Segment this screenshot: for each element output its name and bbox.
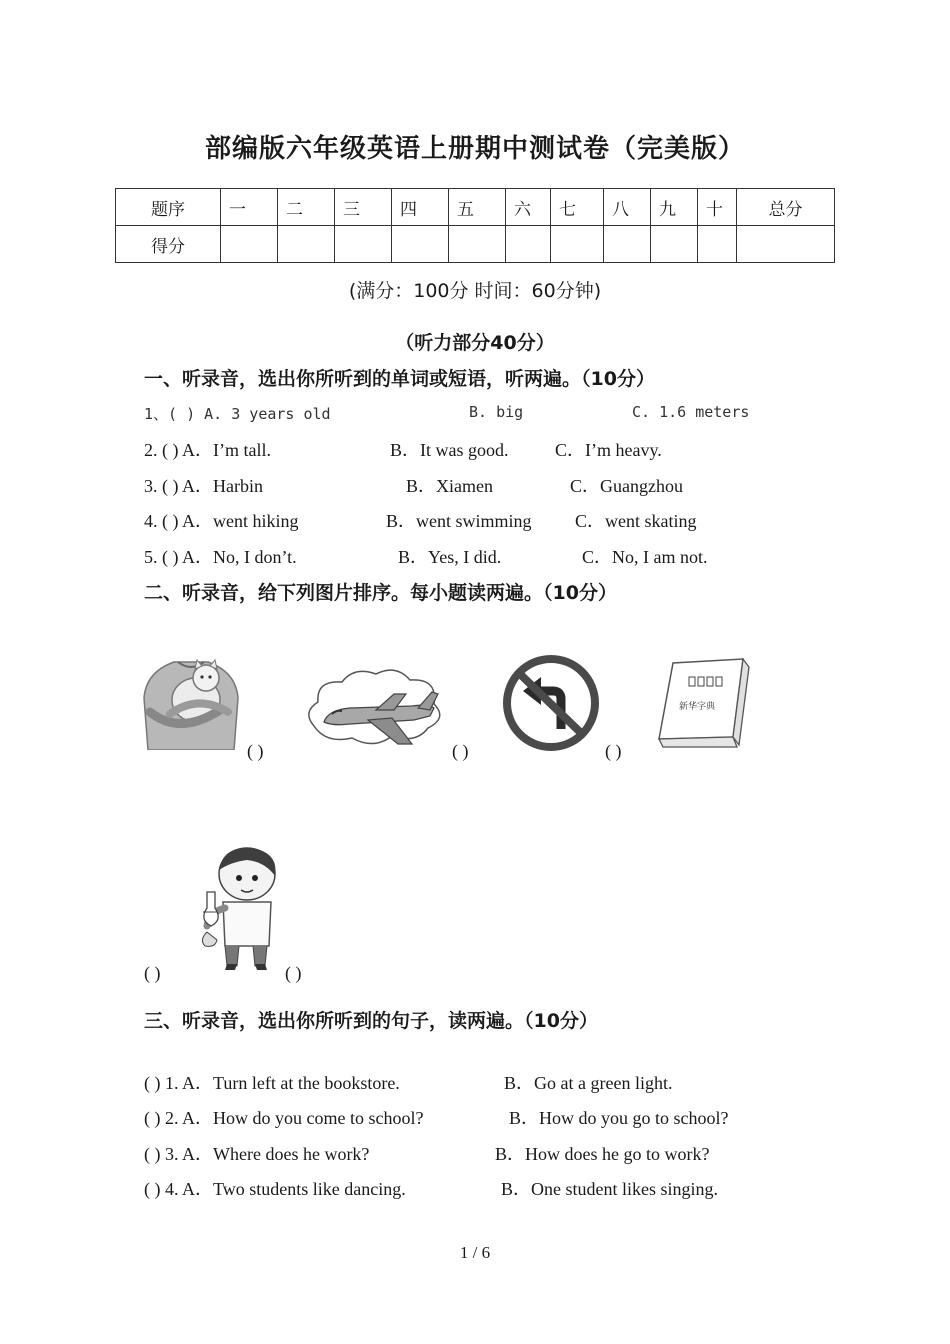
s1-q1-option-c: C. 1.6 meters [632, 403, 750, 421]
section3-heading: 三、听录音，选出你所听到的句子，读两遍。（10分） [144, 1010, 598, 1032]
section1-heading: 一、听录音，选出你所听到的单词或短语，听两遍。（10分） [144, 368, 655, 390]
score-row-label: 得分 [116, 226, 221, 263]
score-cell[interactable] [651, 226, 698, 263]
score-cell[interactable] [698, 226, 737, 263]
score-header-cell: 总分 [737, 189, 835, 226]
s1-q5-option-c: C．No, I am not. [582, 547, 708, 567]
score-header-cell: 十 [698, 189, 737, 226]
s3-q1-option-b: B．Go at a green light. [504, 1073, 673, 1093]
exam-meta: (满分：100分 时间：60分钟) [348, 280, 602, 302]
s1-q1-option-a: 1、( ) A. 3 years old [144, 405, 331, 423]
s1-q2-option-b: B．It was good. [390, 440, 509, 460]
page-number: 1 / 6 [459, 1243, 491, 1262]
s3-q3-option-a: ( ) 3. A．Where does he work? [144, 1144, 370, 1164]
answer-blank-4[interactable]: ( ) [144, 963, 161, 983]
score-cell[interactable] [278, 226, 335, 263]
s1-q4-option-c: C．went skating [575, 511, 697, 531]
s1-q1-option-b: B. big [469, 403, 524, 421]
s1-q4-option-b: B．went swimming [386, 511, 532, 531]
s1-q2-option-a: 2. ( ) A．I’m tall. [144, 440, 271, 460]
page-title: 部编版六年级英语上册期中测试卷（完美版） [204, 134, 745, 164]
score-header-cell: 题序 [116, 189, 221, 226]
s3-q2-option-b: B．How do you go to school? [509, 1108, 729, 1128]
score-header-cell: 八 [604, 189, 651, 226]
s3-q2-option-a: ( ) 2. A．How do you come to school? [144, 1108, 424, 1128]
score-cell[interactable] [335, 226, 392, 263]
score-cell[interactable] [506, 226, 551, 263]
answer-blank-1[interactable]: ( ) [247, 741, 264, 761]
airplane-cloud-picture [302, 664, 448, 754]
score-table-score-row [116, 226, 835, 263]
answer-blank-5[interactable]: ( ) [285, 963, 302, 983]
s3-q1-option-a: ( ) 1. A．Turn left at the bookstore. [144, 1073, 400, 1093]
no-left-turn-sign-picture [503, 655, 599, 751]
listening-part-label: （听力部分40分） [395, 332, 555, 354]
score-cell[interactable] [737, 226, 835, 263]
score-header-cell: 七 [551, 189, 604, 226]
s1-q5-option-b: B．Yes, I did. [398, 547, 502, 567]
person-holding-cat-picture [140, 650, 242, 750]
s1-q3-option-b: B．Xiamen [406, 476, 493, 496]
s3-q4-option-a: ( ) 4. A．Two students like dancing. [144, 1179, 406, 1199]
score-header-cell: 二 [278, 189, 335, 226]
score-header-cell: 五 [449, 189, 506, 226]
score-header-cell: 六 [506, 189, 551, 226]
s1-q5-option-a: 5. ( ) A．No, I don’t. [144, 547, 297, 567]
score-cell[interactable] [449, 226, 506, 263]
s1-q2-option-c: C．I’m heavy. [555, 440, 662, 460]
section2-heading: 二、听录音，给下列图片排序。每小题读两遍。（10分） [144, 582, 617, 604]
s3-q3-option-b: B．How does he go to work? [495, 1144, 710, 1164]
dictionary-book-picture [655, 655, 753, 751]
s1-q3-option-c: C．Guangzhou [570, 476, 683, 496]
score-header-cell: 三 [335, 189, 392, 226]
score-header-cell: 一 [221, 189, 278, 226]
score-table-header-row [116, 189, 835, 226]
s1-q4-option-a: 4. ( ) A．went hiking [144, 511, 299, 531]
score-header-cell: 九 [651, 189, 698, 226]
score-cell[interactable] [604, 226, 651, 263]
score-cell[interactable] [221, 226, 278, 263]
score-table [115, 188, 835, 263]
dictionary-cover-text: 新华字典 [679, 702, 716, 712]
score-header-cell: 四 [392, 189, 449, 226]
score-cell[interactable] [392, 226, 449, 263]
answer-blank-3[interactable]: ( ) [605, 741, 622, 761]
score-cell[interactable] [551, 226, 604, 263]
s3-q4-option-b: B．One student likes singing. [501, 1179, 718, 1199]
answer-blank-2[interactable]: ( ) [452, 741, 469, 761]
boy-science-experiment-picture [195, 846, 281, 972]
s1-q3-option-a: 3. ( ) A．Harbin [144, 476, 263, 496]
